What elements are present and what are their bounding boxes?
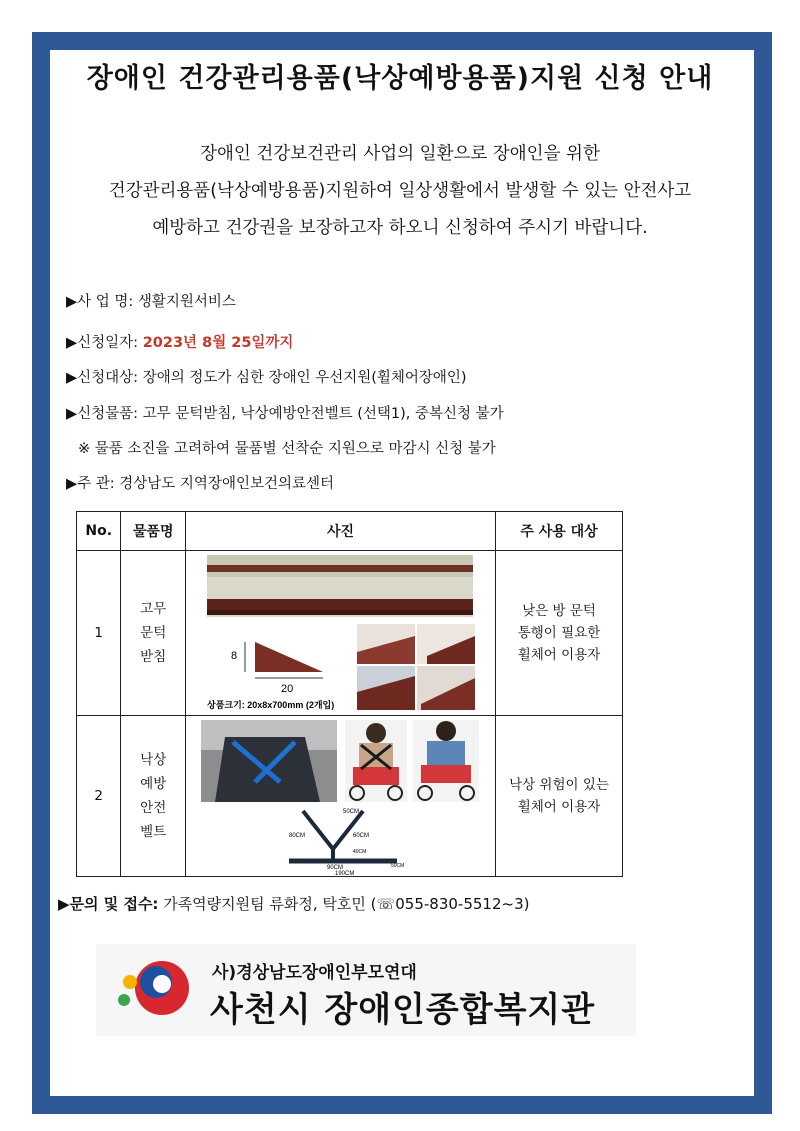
target-line: 휠체어 이용자 bbox=[517, 799, 601, 815]
belt-dimension-label: 50CM bbox=[391, 863, 405, 869]
info-value: 장애의 정도가 심한 장애인 우선지원(휠체어장애인) bbox=[142, 370, 467, 386]
product-size-caption: 상품크기: 20x8x700mm (2개입) bbox=[207, 700, 335, 710]
info-label: ▶사 업 명: bbox=[66, 294, 138, 310]
row-number: 1 bbox=[77, 551, 121, 716]
item-name-line: 받침 bbox=[140, 649, 167, 665]
table-row bbox=[77, 551, 623, 716]
intro-paragraph bbox=[10, 136, 790, 247]
safety-belt-photo bbox=[185, 716, 495, 877]
row-number: 2 bbox=[77, 716, 121, 877]
belt-dimension-label: 50CM bbox=[343, 809, 360, 815]
info-value: 경상남도 지역장애인보건의료센터 bbox=[119, 476, 334, 492]
target-line: 낙상 위험이 있는 bbox=[509, 777, 609, 793]
threshold-ramp-photo bbox=[185, 551, 495, 716]
item-name-line: 문턱 bbox=[140, 625, 167, 641]
table-header-row bbox=[77, 512, 623, 551]
target-line: 낮은 방 문턱 bbox=[522, 603, 596, 619]
belt-dimension-label: 40CM bbox=[353, 849, 367, 855]
belt-dimension-label: 80CM bbox=[289, 833, 306, 839]
info-business bbox=[66, 290, 236, 311]
contact-info bbox=[58, 893, 529, 914]
item-name-line: 고무 bbox=[140, 601, 167, 617]
logo-mark-icon bbox=[104, 944, 204, 1036]
target-line: 휠체어 이용자 bbox=[517, 647, 601, 663]
note-text: ※ 물품 소진을 고려하여 물품별 선착순 지원으로 마감시 신청 불가 bbox=[78, 441, 496, 457]
threshold-ramp-image bbox=[195, 552, 485, 714]
header-photo: 사진 bbox=[185, 512, 495, 551]
belt-dimension-label: 190CM bbox=[335, 871, 355, 875]
intro-line: 건강관리용품(낙상예방용품)지원하여 일상생활에서 발생할 수 있는 안전사고 bbox=[108, 181, 692, 201]
info-note bbox=[66, 437, 496, 458]
info-value: 생활지원서비스 bbox=[137, 294, 236, 310]
intro-line: 예방하고 건강권을 보장하고자 하오니 신청하여 주시기 바랍니다. bbox=[152, 218, 648, 238]
info-value: 고무 문턱받침, 낙상예방안전벨트 (선택1), 중복신청 불가 bbox=[142, 406, 504, 422]
info-label: ▶신청대상: bbox=[66, 370, 143, 386]
info-label: ▶신청일자: bbox=[66, 335, 143, 351]
contact-label: ▶문의 및 접수: bbox=[58, 895, 159, 913]
dimension-height-label: 8 bbox=[231, 650, 238, 662]
logo-subtitle: 사)경상남도장애인부모연대 bbox=[212, 963, 417, 983]
dimension-width-label: 20 bbox=[281, 683, 294, 695]
deadline-date: 2023년 8월 25일까지 bbox=[142, 335, 294, 351]
target-users bbox=[496, 551, 623, 716]
page-title: 장애인 건강관리용품(낙상예방용품)지원 신청 안내 bbox=[86, 63, 714, 94]
item-name-line: 예방 bbox=[140, 776, 167, 792]
info-host bbox=[66, 472, 334, 493]
safety-belt-image bbox=[195, 717, 485, 875]
organization-logo bbox=[96, 944, 636, 1036]
belt-dimension-label: 90CM bbox=[327, 865, 344, 871]
header-no: No. bbox=[77, 512, 121, 551]
item-name-line: 낙상 bbox=[140, 752, 167, 768]
items-table bbox=[76, 511, 623, 877]
intro-line: 장애인 건강보건관리 사업의 일환으로 장애인을 위한 bbox=[200, 144, 600, 164]
header-item-name: 물품명 bbox=[121, 512, 186, 551]
target-users bbox=[496, 716, 623, 877]
logo-title: 사천시 장애인종합복지관 bbox=[210, 990, 596, 1030]
item-name-line: 안전 bbox=[140, 800, 167, 816]
info-label: ▶주 관: bbox=[66, 476, 120, 492]
belt-dimension-label: 60CM bbox=[353, 833, 370, 839]
contact-value: 가족역량지원팀 류화정, 탁호민 (☏055-830-5512~3) bbox=[158, 895, 530, 913]
header-target: 주 사용 대상 bbox=[496, 512, 623, 551]
info-items bbox=[66, 402, 504, 423]
item-name bbox=[121, 551, 186, 716]
info-target bbox=[66, 366, 467, 387]
info-label: ▶신청물품: bbox=[66, 406, 143, 422]
target-line: 통행이 필요한 bbox=[517, 625, 601, 641]
table-row bbox=[77, 716, 623, 877]
item-name bbox=[121, 716, 186, 877]
info-date bbox=[66, 331, 293, 352]
item-name-line: 벨트 bbox=[140, 824, 167, 840]
